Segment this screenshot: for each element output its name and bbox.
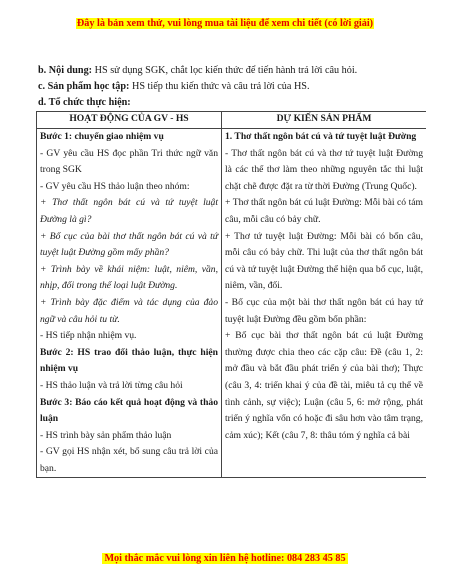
question-3: + Trình bày về khái niệm: luật, niêm, vần, nhịp, đối trong thể loại luật Đường. — [40, 263, 218, 292]
activity-table-wrap — [36, 111, 426, 547]
step3-title: Bước 3: Báo cáo kết quả hoạt động và thảo luận — [40, 396, 218, 425]
table-header-row — [37, 112, 427, 129]
section-b-label: b. Nội dung: — [38, 65, 93, 76]
section-c-label: c. Sản phẩm học tập: — [38, 81, 130, 92]
section-d — [38, 95, 428, 111]
product-title: 1. Thơ thất ngôn bát cú và tứ tuyệt luật Đường — [225, 131, 417, 142]
left-line-1: - GV yêu cầu HS đọc phần Tri thức ngữ văn trong SGK — [40, 147, 218, 176]
activity-table — [36, 111, 426, 478]
section-b-text: HS sử dụng SGK, chắt lọc kiến thức để tiến hành trả lời câu hỏi. — [94, 65, 358, 76]
right-line-4: - Bố cục của một bài thơ thất ngôn bát cú hay tứ tuyệt luật Đường đều gồm bốn phần: — [225, 296, 423, 325]
question-2: + Bố cục của bài thơ thất ngôn bát cú và tứ tuyệt luật Đường gồm mấy phần? — [40, 230, 218, 259]
activity-cell — [37, 129, 222, 478]
right-line-1: - Thơ thất ngôn bát cú và thơ tứ tuyệt luật Đường là các thể thơ làm theo những nguyên tắc thi luật chặt chẽ được đặt ra từ thời Đường (Trung Quốc). — [225, 147, 423, 192]
hotline-text: Mọi thắc mắc vui lòng xin liên hệ hotline: 084 283 45 85 — [104, 553, 346, 564]
preview-banner — [0, 18, 450, 29]
section-b — [38, 63, 428, 79]
header-expected-product: DỰ KIẾN SẢN PHẨM — [222, 112, 427, 129]
left-line-2: - GV yêu cầu HS thảo luận theo nhóm: — [40, 180, 190, 192]
content-sections — [38, 63, 428, 111]
left-line-6: - GV gọi HS nhận xét, bổ sung câu trả lời của bạn. — [40, 446, 218, 474]
left-line-3: - HS tiếp nhận nhiệm vụ. — [40, 330, 137, 342]
table-row — [37, 129, 427, 478]
step2-title: Bước 2: HS trao đổi thảo luận, thực hiện nhiệm vụ — [40, 346, 218, 375]
question-4: + Trình bày đặc điểm và tác dụng của đảo ngữ và câu hỏi tu từ. — [40, 296, 218, 325]
question-1: + Thơ thất ngôn bát cú và tứ tuyệt luật Đường là gì? — [40, 197, 218, 225]
section-c-text: HS tiếp thu kiến thức và câu trả lời của HS. — [131, 81, 310, 92]
left-line-5: - HS trình bày sản phẩm thảo luận — [40, 429, 172, 441]
section-d-label: d. Tổ chức thực hiện: — [38, 97, 131, 108]
preview-banner-text: Đây là bản xem thử, vui lòng mua tài liệu để xem chi tiết (có lời giải) — [76, 18, 374, 29]
right-line-2: + Thơ thất ngôn bát cú luật Đường: Mỗi bài có tám câu, mỗi câu có bảy chữ. — [225, 197, 423, 225]
header-teacher-student: HOẠT ĐỘNG CỦA GV - HS — [37, 112, 222, 129]
right-line-3: + Thơ tứ tuyệt luật Đường: Mỗi bài có bốn câu, mỗi câu có bảy chữ. Thi luật của thơ thất ngôn bát cú và tứ tuyệt luật Đường thể hiện qua bố cục, luật, niêm, vần, đối. — [225, 230, 423, 292]
left-line-4: - HS thảo luận và trả lời từng câu hỏi — [40, 379, 183, 391]
right-line-5: + Bố cục bài thơ thất ngôn bát cú luật Đường thường được chia theo các cặp câu: Đề (câu 1, 2: mở đầu và bắt đầu phát triển ý của bài thơ); Thực (câu 3, 4: triển khai ý của đề tài, miêu tả cụ thể về tình cảnh, sự việc); Luận (câu 5, 6: mở rộng, phát triển ý nghĩa vốn có hoặc đi sâu hơn vào tâm trạng, cảm xúc); Kết (câu 7, 8: thâu tóm ý nghĩa cả bài — [225, 330, 423, 441]
step1-title: Bước 1: chuyển giao nhiệm vụ — [40, 131, 164, 142]
product-cell — [222, 129, 427, 478]
section-c — [38, 79, 428, 95]
hotline-footer — [0, 553, 450, 564]
